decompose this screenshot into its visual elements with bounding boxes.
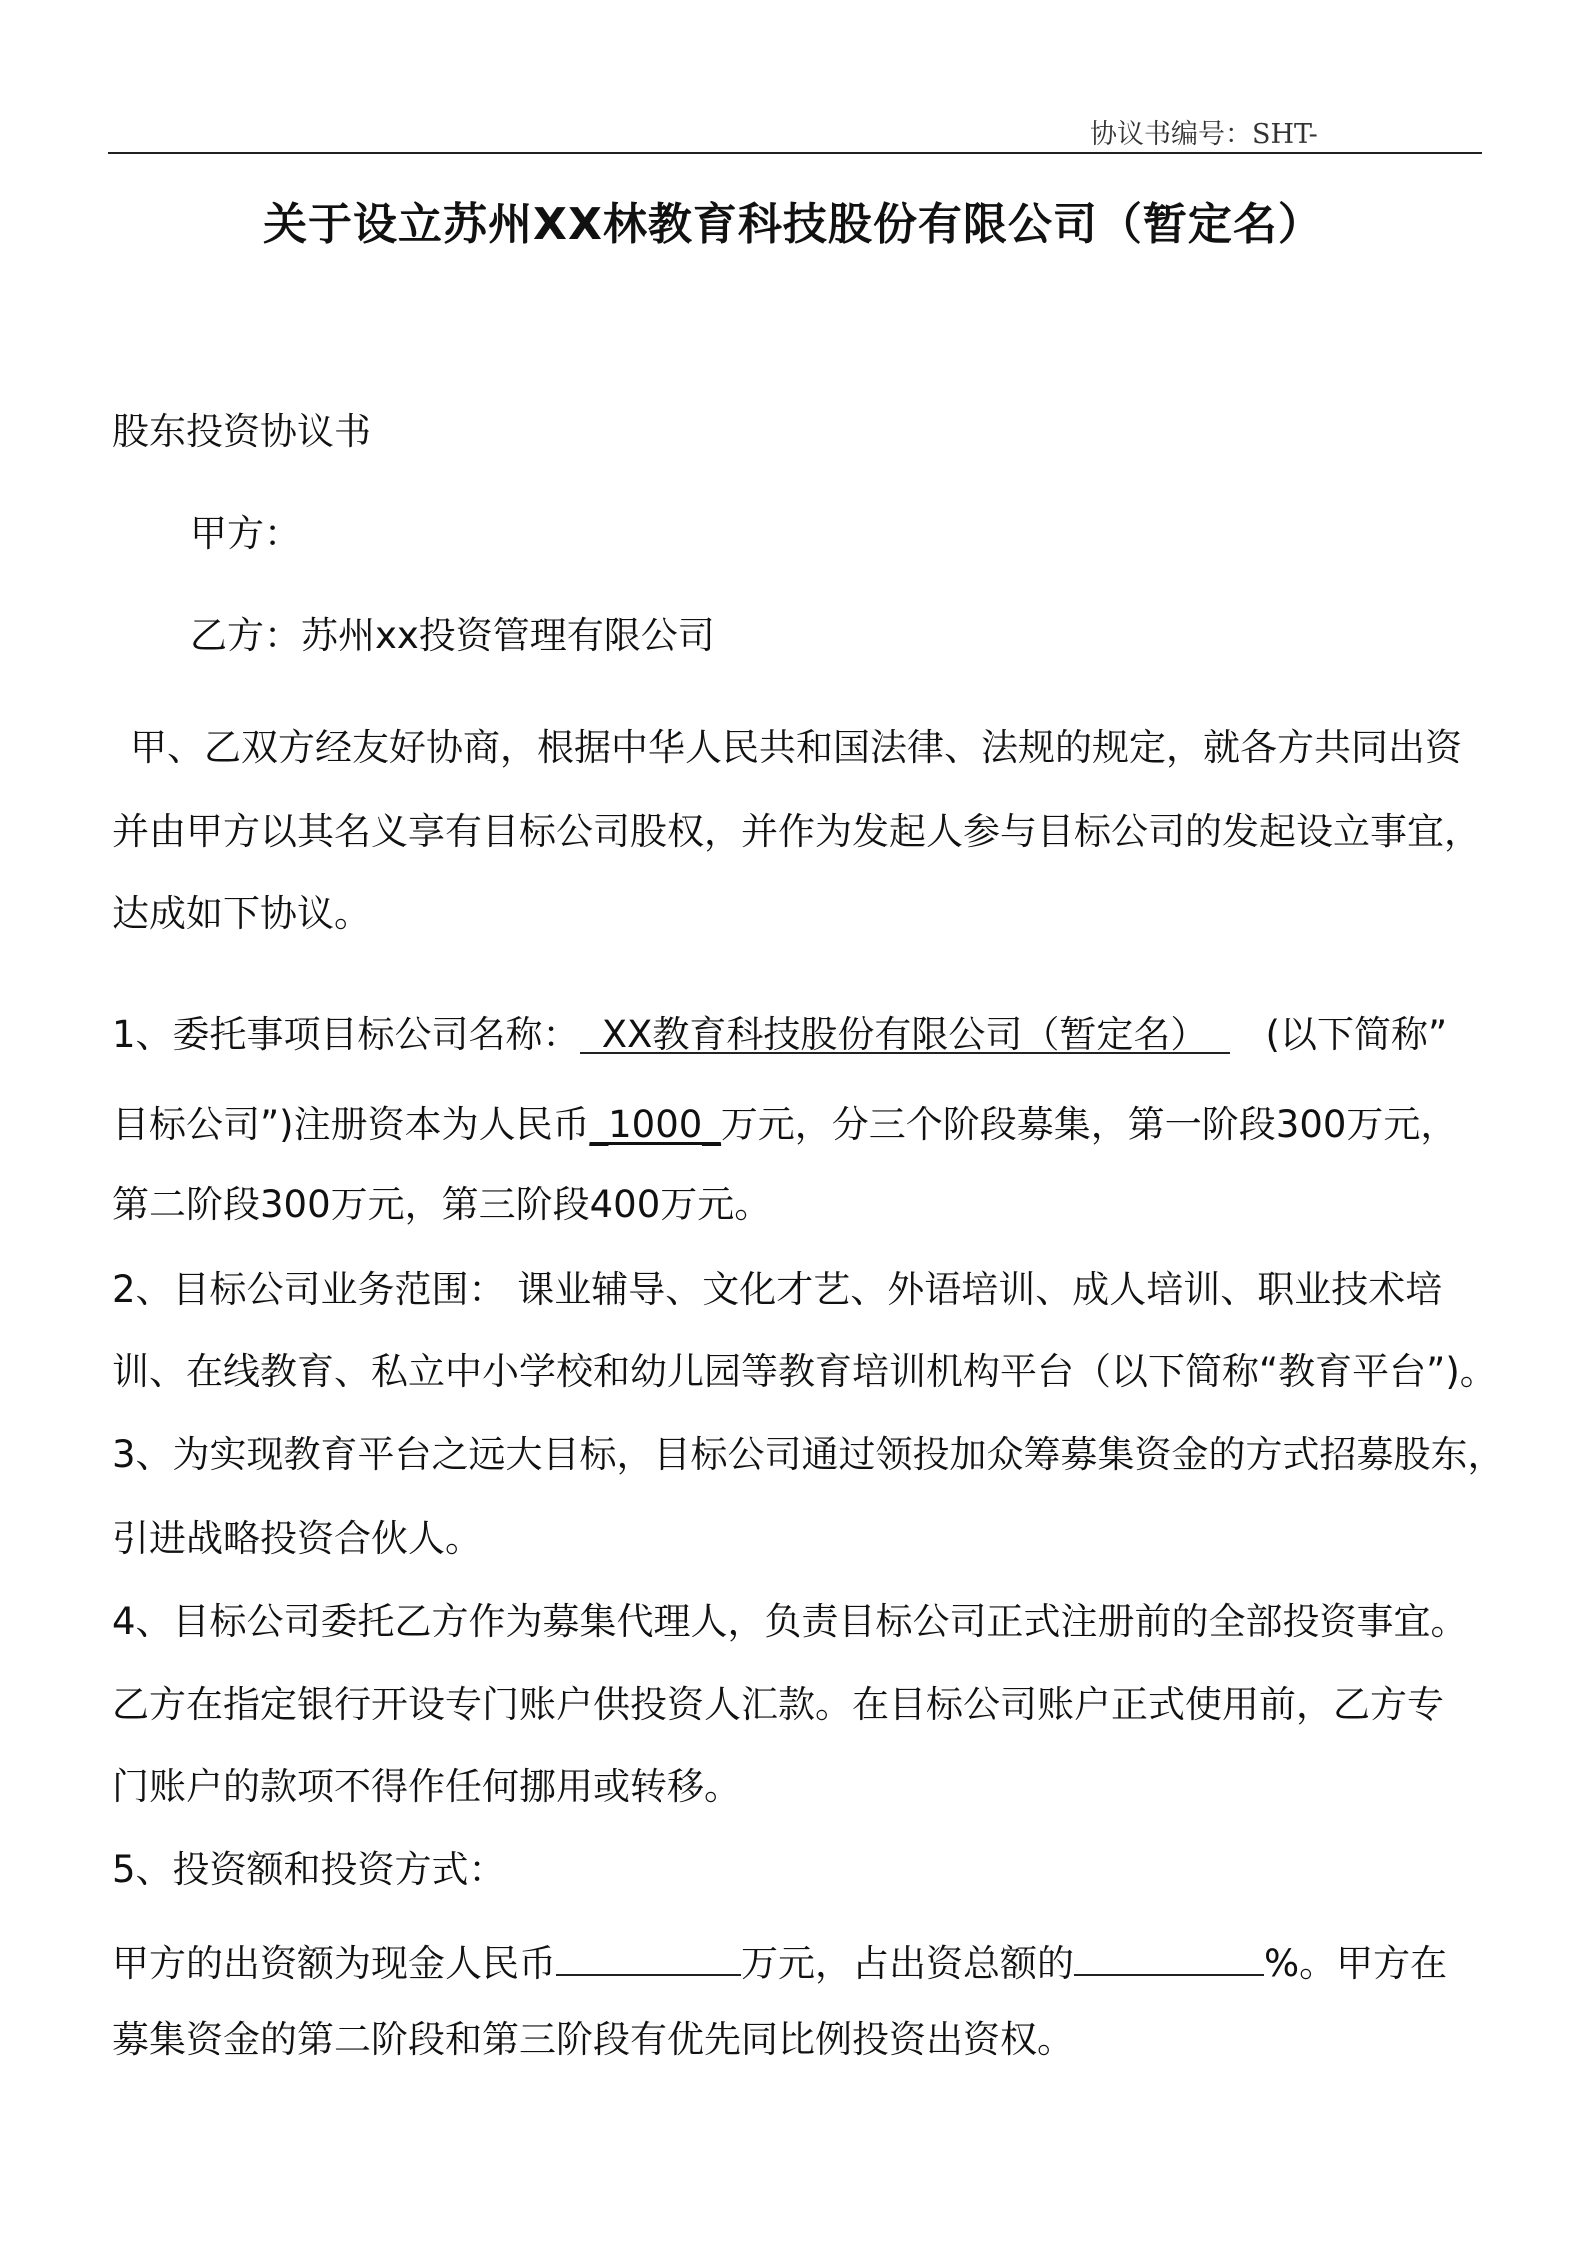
clause-1-label: 1、委托事项目标公司名称： — [112, 1013, 580, 1056]
investment-percent-blank[interactable] — [1074, 1935, 1264, 1976]
preamble-line-2: 并由甲方以其名义享有目标公司股权，并作为发起人参与目标公司的发起设立事宜， — [112, 810, 1481, 853]
clause-5-line-2: 募集资金的第二阶段和第三阶段有优先同比例投资出资权。 — [112, 2018, 1074, 2061]
clause-4-line-1: 4、目标公司委托乙方作为募集代理人，负责目标公司正式注册前的全部投资事宜。 — [112, 1600, 1468, 1643]
clause-3-line-2: 引进战略投资合伙人。 — [112, 1517, 482, 1560]
investment-amount-blank[interactable] — [556, 1935, 741, 1976]
header-divider — [108, 152, 1482, 154]
clause-5-heading: 5、投资额和投资方式： — [112, 1848, 506, 1891]
clause-5-line-1 — [112, 1935, 1447, 1986]
clause-3-line-1: 3、为实现教育平台之远大目标，目标公司通过领投加众筹募集资金的方式招募股东， — [112, 1433, 1505, 1476]
agreement-number: 协议书编号：SHT- — [1090, 119, 1318, 150]
document-subtitle: 股东投资协议书 — [112, 410, 371, 453]
clause-5-amount-label: 甲方的出资额为现金人民币 — [112, 1941, 556, 1985]
clause-5-percent-suffix: %。甲方在 — [1264, 1941, 1448, 1985]
clause-2-line-2: 训、在线教育、私立中小学校和幼儿园等教育培训机构平台（以下简称“教育平台”)。 — [112, 1350, 1497, 1393]
party-b: 乙方：苏州xx投资管理有限公司 — [190, 614, 715, 657]
clause-1-line-2-suffix: 万元，分三个阶段募集，第一阶段300万元， — [720, 1103, 1458, 1146]
clause-1-line-3: 第二阶段300万元，第三阶段400万元。 — [112, 1183, 772, 1226]
document-title: 关于设立苏州XX林教育科技股份有限公司（暂定名） — [263, 199, 1323, 250]
clause-1-abbrev: (以下简称” — [1265, 1013, 1448, 1056]
preamble-line-1: 甲、乙双方经友好协商，根据中华人民共和国法律、法规的规定，就各方共同出资 — [130, 726, 1462, 769]
clause-1-line-1 — [112, 1013, 1447, 1057]
clause-2-line-1: 2、目标公司业务范围： 课业辅导、文化才艺、外语培训、成人培训、职业技术培 — [112, 1268, 1443, 1311]
clause-4-line-3: 门账户的款项不得作任何挪用或转移。 — [112, 1765, 741, 1808]
registered-capital-value: _1000_ — [589, 1103, 721, 1146]
clause-1-line-2-prefix: 目标公司”)注册资本为人民币 — [112, 1103, 590, 1146]
clause-1-line-2 — [112, 1103, 1457, 1147]
clause-4-line-2: 乙方在指定银行开设专门账户供投资人汇款。在目标公司账户正式使用前，乙方专 — [112, 1683, 1444, 1726]
preamble-line-3: 达成如下协议。 — [112, 892, 371, 935]
party-a: 甲方： — [190, 512, 301, 555]
company-name-field: XX教育科技股份有限公司（暂定名） — [580, 1013, 1230, 1054]
clause-5-share-label: 万元，占出资总额的 — [741, 1941, 1074, 1985]
